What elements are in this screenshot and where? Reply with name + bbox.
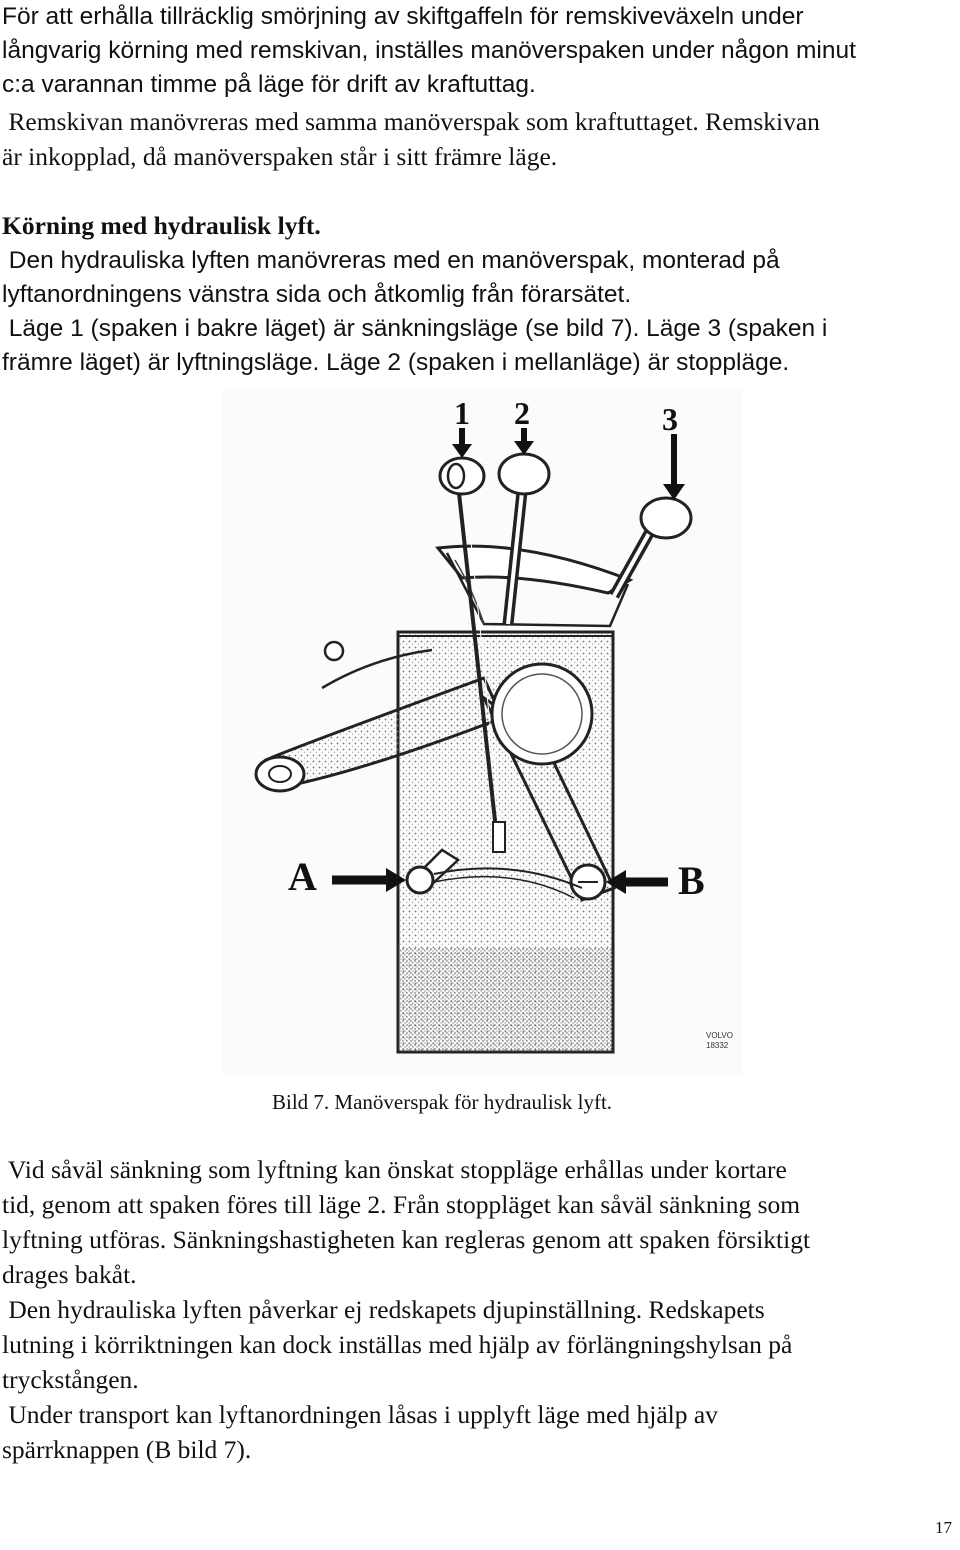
text-line: drages bakåt. (2, 1260, 137, 1289)
text-line: spärrknappen (B bild 7). (2, 1435, 252, 1464)
bottom-paragraphs (2, 1152, 952, 1467)
text-line: Den hydrauliska lyften påverkar ej redskapets djupinställning. Redskapets (2, 1295, 765, 1324)
section-heading: Körning med hydraulisk lyft. (2, 211, 321, 240)
text-line: Den hydrauliska lyften manövreras med en manöverspak, monterad på (2, 247, 780, 274)
lever-figure (222, 388, 742, 1074)
figure-code-line1: VOLVO (706, 1031, 733, 1040)
label-b: B (678, 858, 705, 903)
text-line: Läge 1 (spaken i bakre läget) är sänkningsläge (se bild 7). Läge 3 (spaken i (2, 315, 828, 342)
text-line: Vid såväl sänkning som lyftning kan önskat stoppläge erhållas under kortare (2, 1155, 787, 1184)
text-line: tid, genom att spaken föres till läge 2. Från stoppläget kan såväl sänkning som (2, 1190, 801, 1219)
figure-caption: Bild 7. Manöverspak för hydraulisk lyft. (272, 1090, 613, 1114)
intro-paragraph (2, 0, 952, 102)
label-a: A (288, 854, 317, 899)
remskivan-paragraph (2, 104, 952, 174)
lift-paragraph (2, 244, 952, 380)
text-line: lutning i körriktningen kan dock inställas med hjälp av förlängningshylsan på (2, 1330, 793, 1359)
text-line: Remskivan manövreras med samma manöverspak som kraftuttaget. Remskivan (2, 107, 820, 136)
label-3: 3 (662, 401, 678, 437)
label-2: 2 (514, 395, 530, 431)
text-line: långvarig körning med remskivan, inställes manöverspaken under någon minut (2, 37, 856, 64)
text-line: lyftning utföras. Sänkningshastigheten kan regleras genom att spaken försiktigt (2, 1225, 811, 1254)
text-line: c:a varannan timme på läge för drift av kraftuttag. (2, 71, 536, 98)
text-line: är inkopplad, då manöverspaken står i sitt främre läge. (2, 142, 558, 171)
lever-illustration (222, 388, 742, 1074)
label-1: 1 (454, 395, 470, 431)
figure-code-line2: 18332 (706, 1041, 729, 1050)
lever-knobs (440, 454, 691, 538)
page-number: 17 (935, 1518, 952, 1537)
text-line: främre läget) är lyftningsläge. Läge 2 (spaken i mellanläge) är stoppläge. (2, 349, 790, 376)
text-line: För att erhålla tillräcklig smörjning av skiftgaffeln för remskiveväxeln under (2, 3, 804, 30)
text-line: Under transport kan lyftanordningen låsas i upplyft läge med hjälp av (2, 1400, 718, 1429)
text-line: tryckstången. (2, 1365, 139, 1394)
text-line: lyftanordningens vänstra sida och åtkomlig från förarsätet. (2, 281, 632, 308)
